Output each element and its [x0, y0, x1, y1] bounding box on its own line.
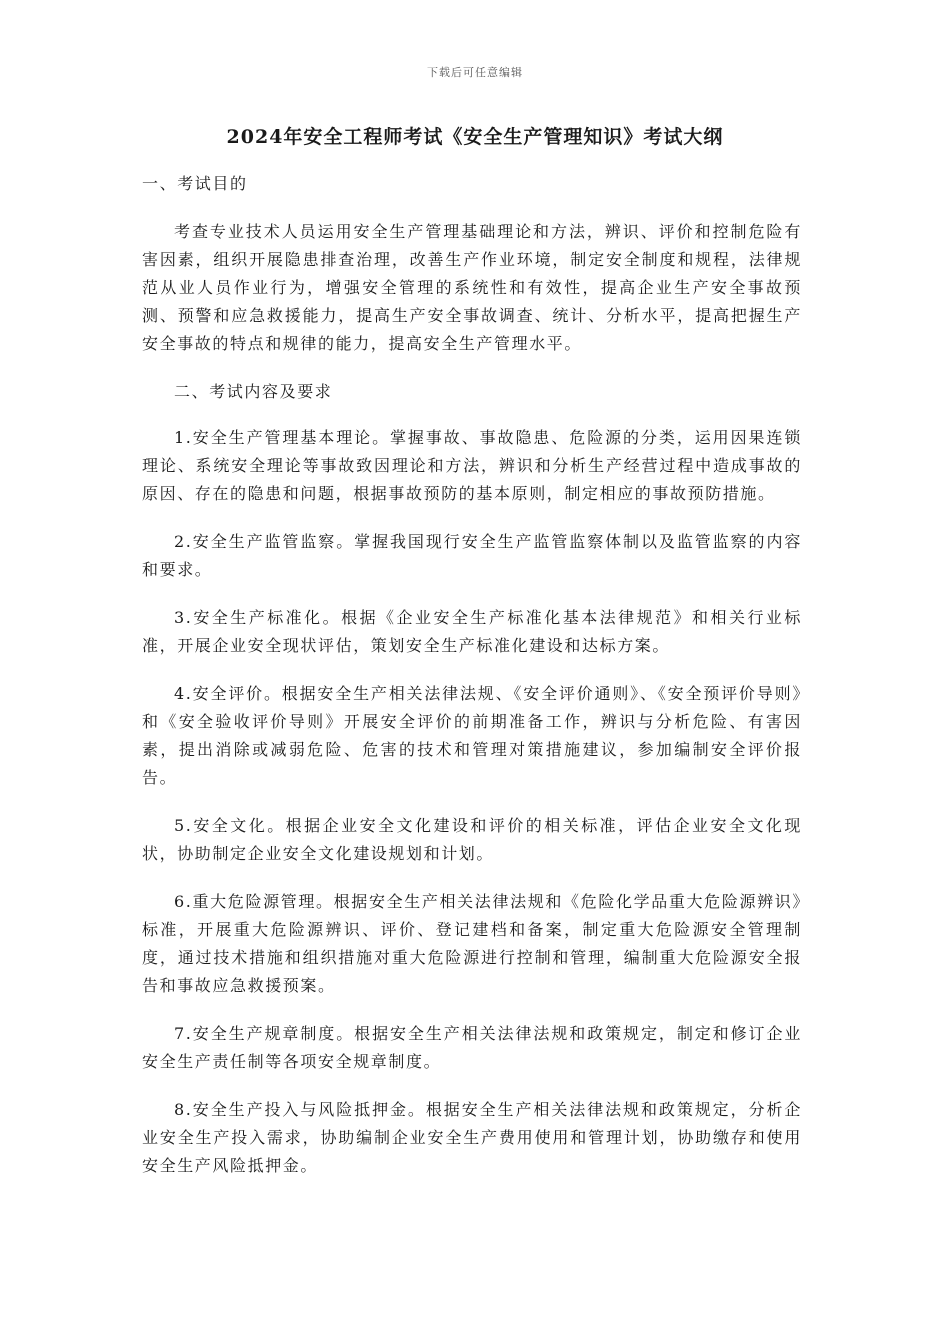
content-item-3: 3.安全生产标准化。根据《企业安全生产标准化基本法律规范》和相关行业标准，开展企业安全现状评估，策划安全生产标准化建设和达标方案。: [142, 608, 802, 655]
section-heading-purpose: 一、考试目的: [142, 174, 248, 193]
content-item-6: 6.重大危险源管理。根据安全生产相关法律法规和《危险化学品重大危险源辨识》标准，开展重大危险源辨识、评价、登记建档和备案，制定重大危险源安全管理制度，通过技术措施和组织措施对重大危险源进行控制和管理，编制重大危险源安全报告和事故应急救援预案。: [142, 892, 802, 995]
header-note: 下载后可任意编辑: [427, 66, 523, 79]
content-item-1: 1.安全生产管理基本理论。掌握事故、事故隐患、危险源的分类，运用因果连锁理论、系统安全理论等事故致因理论和方法，辨识和分析生产经营过程中造成事故的原因、存在的隐患和问题，根据事故预防的基本原则，制定相应的事故预防措施。: [142, 428, 802, 503]
document-title: 2024年安全工程师考试《安全生产管理知识》考试大纲: [226, 126, 724, 148]
purpose-paragraph: 考查专业技术人员运用安全生产管理基础理论和方法，辨识、评价和控制危险有害因素，组织开展隐患排查治理，改善生产作业环境，制定安全制度和规程，法律规范从业人员作业行为，增强安全管理的系统性和有效性，提高企业生产安全事故预测、预警和应急救援能力，提高生产安全事故调查、统计、分析水平，提高把握生产安全事故的特点和规律的能力，提高安全生产管理水平。: [142, 222, 802, 353]
content-item-5: 5.安全文化。根据企业安全文化建设和评价的相关标准，评估企业安全文化现状，协助制定企业安全文化建设规划和计划。: [142, 816, 802, 863]
section-heading-content: 二、考试内容及要求: [174, 382, 333, 401]
content-item-2: 2.安全生产监管监察。掌握我国现行安全生产监管监察体制以及监管监察的内容和要求。: [142, 532, 802, 579]
content-item-7: 7.安全生产规章制度。根据安全生产相关法律法规和政策规定，制定和修订企业安全生产责任制等各项安全规章制度。: [142, 1024, 802, 1071]
content-item-4: 4.安全评价。根据安全生产相关法律法规、《安全评价通则》、《安全预评价导则》和《安全验收评价导则》开展安全评价的前期准备工作，辨识与分析危险、有害因素，提出消除或减弱危险、危害的技术和管理对策措施建议，参加编制安全评价报告。: [142, 684, 802, 787]
document-body: [142, 170, 802, 1200]
content-item-8: 8.安全生产投入与风险抵押金。根据安全生产相关法律法规和政策规定，分析企业安全生产投入需求，协助编制企业安全生产费用使用和管理计划，协助缴存和使用安全生产风险抵押金。: [142, 1100, 802, 1175]
